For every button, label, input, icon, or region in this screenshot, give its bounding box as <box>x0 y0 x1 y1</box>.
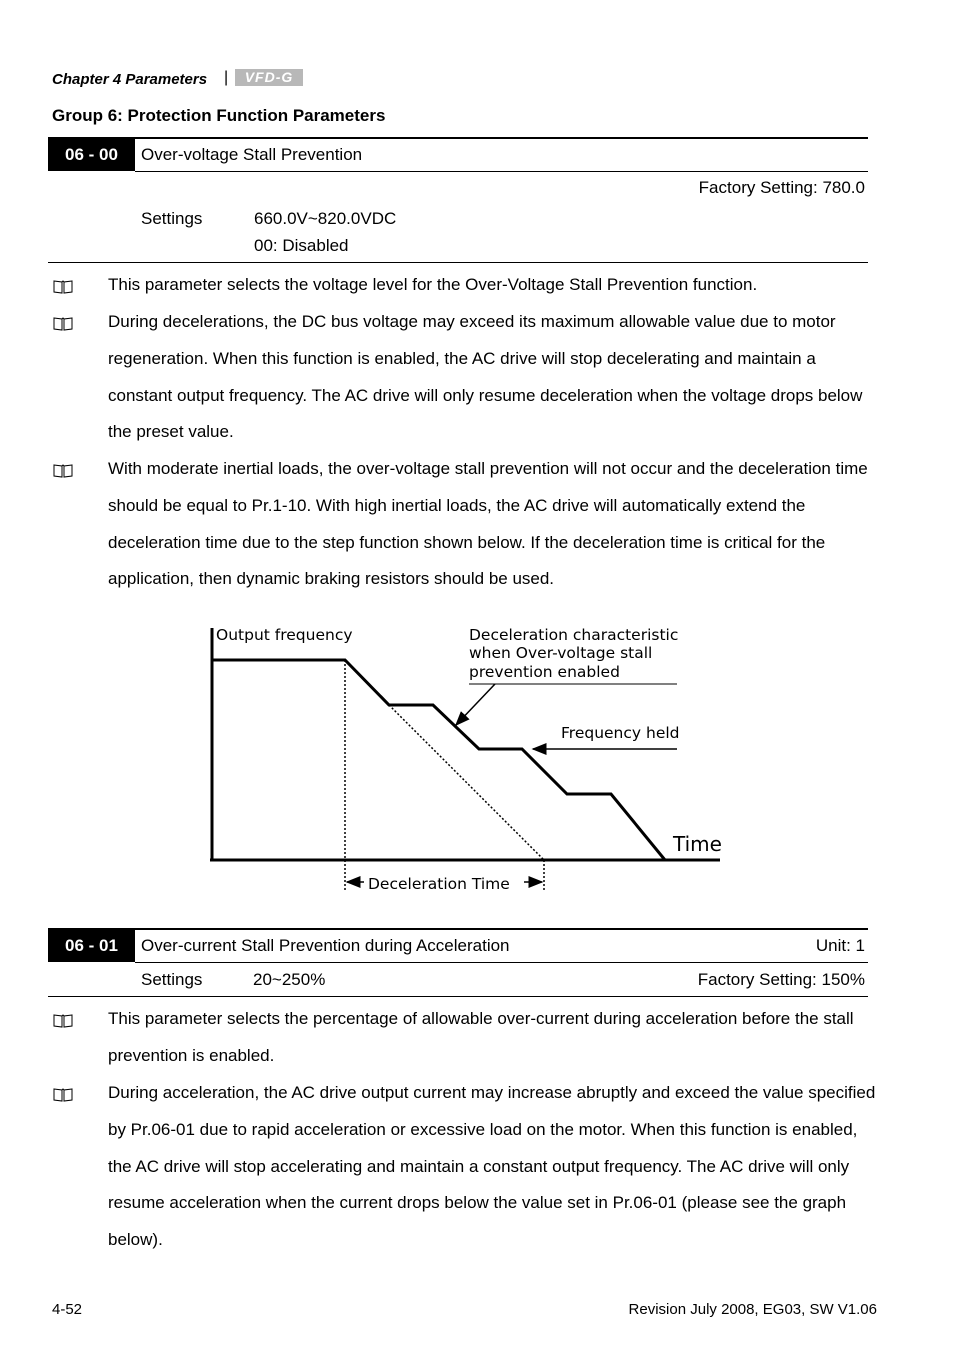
book-icon <box>53 1087 73 1103</box>
decel-annotation-line: when Over-voltage stall <box>469 644 653 662</box>
note-paragraph: During decelerations, the DC bus voltage may exceed its maximum allowable value due to motor regeneration. When this function is enabled, the AC drive will stop decelerating and maintain a constant output frequency. The AC drive will only resume deceleration when the voltage drops below the preset value. <box>108 312 863 442</box>
settings-value: 00: Disabled <box>254 236 349 255</box>
factory-setting: Factory Setting: 780.0 <box>698 178 865 197</box>
stepped-decel-curve <box>212 660 665 860</box>
unit-label: Unit: 1 <box>815 936 865 955</box>
note-paragraph: During acceleration, the AC drive output current may increase abruptly and exceed the value specified by Pr.06-01 due to rapid acceleration or excessive load on the motor. When this function is enabled, the AC drive will stop accelerating and maintain a constant output frequency. The AC drive will only resume acceleration when the current drops below the value set in Pr.06-01 (please see the graph below). <box>108 1083 876 1250</box>
divider <box>48 928 868 930</box>
note-paragraph: With moderate inertial loads, the over-voltage stall prevention will not occur and the deceleration time should be equal to Pr.1-10. With high inertial loads, the AC drive will automatically extend the deceleration time due to the step function shown below. If the deceleration time is critical for the application, then dynamic braking resistors should be used. <box>108 459 868 589</box>
y-axis-label: Output frequency <box>216 626 353 644</box>
factory-setting: Factory Setting: 150% <box>697 970 865 989</box>
param-id: 06 - 00 <box>48 138 135 171</box>
decel-time-label: Deceleration Time <box>368 875 510 893</box>
page-number: 4-52 <box>52 1301 83 1318</box>
param-name: Over-voltage Stall Prevention <box>141 145 363 164</box>
ideal-decel-line <box>389 705 544 860</box>
book-icon <box>53 1013 73 1029</box>
note-paragraph: This parameter selects the voltage level for the Over-Voltage Stall Prevention function. <box>108 275 758 294</box>
revision-info: Revision July 2008, EG03, SW V1.06 <box>628 1301 877 1318</box>
group-title: Group 6: Protection Function Parameters <box>52 106 386 125</box>
vfd-g-logo: VFD-G <box>235 69 303 86</box>
header-separator: | <box>224 69 229 86</box>
param-name: Over-current Stall Prevention during Acceleration <box>141 936 510 955</box>
decel-annotation-arrow <box>456 684 495 725</box>
decel-annotation-line: prevention enabled <box>469 663 620 681</box>
divider <box>48 996 868 997</box>
settings-label: Settings <box>141 970 203 989</box>
held-annotation-label: Frequency held <box>561 724 680 742</box>
x-axis-label: Time <box>673 832 722 856</box>
param-id: 06 - 01 <box>48 929 135 962</box>
note-paragraph: This parameter selects the percentage of allowable over-current during acceleration before the stall prevention is enabled. <box>108 1009 854 1065</box>
settings-value: 660.0V~820.0VDC <box>254 209 397 228</box>
divider <box>135 962 868 963</box>
settings-value: 20~250% <box>253 970 326 989</box>
settings-label: Settings <box>141 209 203 228</box>
chapter-title: Chapter 4 Parameters <box>52 71 208 88</box>
decel-annotation-line: Deceleration characteristic <box>469 626 679 644</box>
